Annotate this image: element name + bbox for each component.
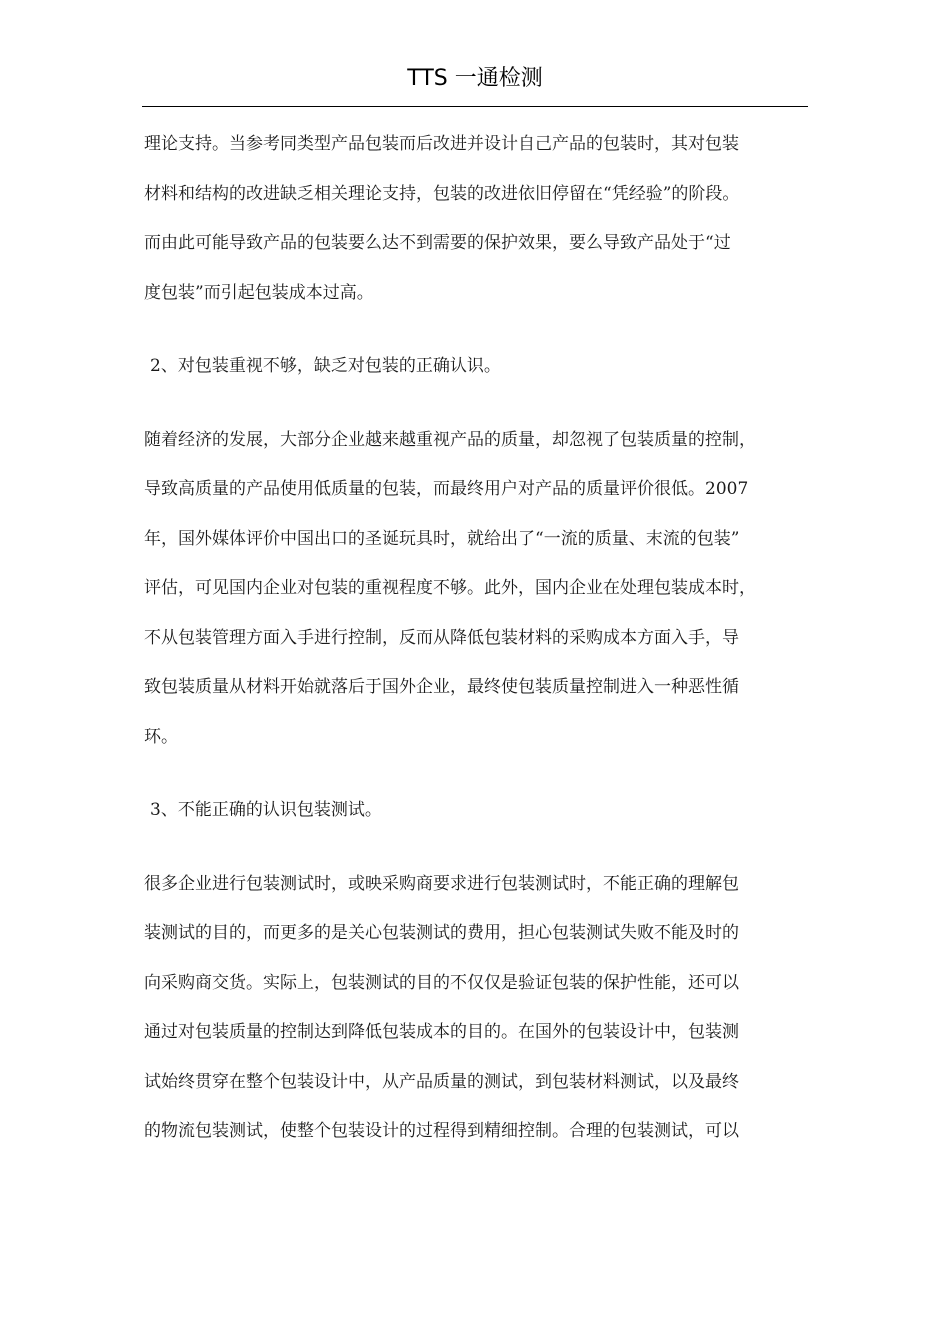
- paragraph-line: 试始终贯穿在整个包装设计中，从产品质量的测试，到包装材料测试，以及最终: [144, 1071, 739, 1092]
- document-body: [144, 120, 808, 1157]
- paragraph-line: 而由此可能导致产品的包装要么达不到需要的保护效果，要么导致产品处于“过: [144, 233, 731, 253]
- paragraph-line: 材料和结构的改进缺乏相关理论支持，包装的改进依旧停留在“凭经验”的阶段。: [144, 183, 740, 204]
- paragraph-line: 度包装”而引起包装成本过高。: [144, 282, 374, 303]
- paragraph-3: [144, 860, 808, 1157]
- paragraph-line: 不从包装管理方面入手进行控制，反而从降低包装材料的采购成本方面入手，导: [144, 627, 739, 648]
- page-header-title: TTS 一通检测: [407, 66, 543, 91]
- paragraph-line: 装测试的目的，而更多的是关心包装测试的费用，担心包装测试失败不能及时的: [144, 923, 739, 943]
- paragraph-line: 通过对包装质量的控制达到降低包装成本的目的。在国外的包装设计中，包装测: [144, 1022, 739, 1042]
- section-heading-2: 2、对包装重视不够，缺乏对包装的正确认识。: [150, 356, 501, 376]
- paragraph-line: 环。: [144, 726, 178, 747]
- paragraph-line: 理论支持。当参考同类型产品包装而后改进并设计自己产品的包装时，其对包装: [144, 134, 739, 154]
- paragraph-line: 的物流包装测试，使整个包装设计的过程得到精细控制。合理的包装测试，可以: [144, 1121, 739, 1141]
- section-heading-3: 3、不能正确的认识包装测试。: [150, 800, 382, 820]
- paragraph-line: 致包装质量从材料开始就落后于国外企业，最终使包装质量控制进入一种恶性循: [144, 677, 739, 697]
- paragraph-line: 导致高质量的产品使用低质量的包装，而最终用户对产品的质量评价很低。2007: [144, 479, 749, 499]
- paragraph-2: [144, 416, 808, 763]
- paragraph-spacer: [144, 318, 808, 342]
- header-divider: [142, 106, 808, 107]
- paragraph-spacer: [144, 836, 808, 860]
- paragraph-spacer: [144, 762, 808, 786]
- paragraph-line: 随着经济的发展，大部分企业越来越重视产品的质量，却忽视了包装质量的控制，: [144, 429, 756, 450]
- paragraph-line: 年，国外媒体评价中国出口的圣诞玩具时，就给出了“一流的质量、末流的包装”: [144, 528, 740, 549]
- paragraph-line: 评估，可见国内企业对包装的重视程度不够。此外，国内企业在处理包装成本时，: [144, 578, 756, 598]
- paragraph-1: [144, 120, 808, 318]
- paragraph-line: 很多企业进行包装测试时，或映采购商要求进行包装测试时，不能正确的理解包: [144, 873, 739, 894]
- paragraph-line: 向采购商交货。实际上，包装测试的目的不仅仅是验证包装的保护性能，还可以: [144, 972, 739, 993]
- paragraph-spacer: [144, 392, 808, 416]
